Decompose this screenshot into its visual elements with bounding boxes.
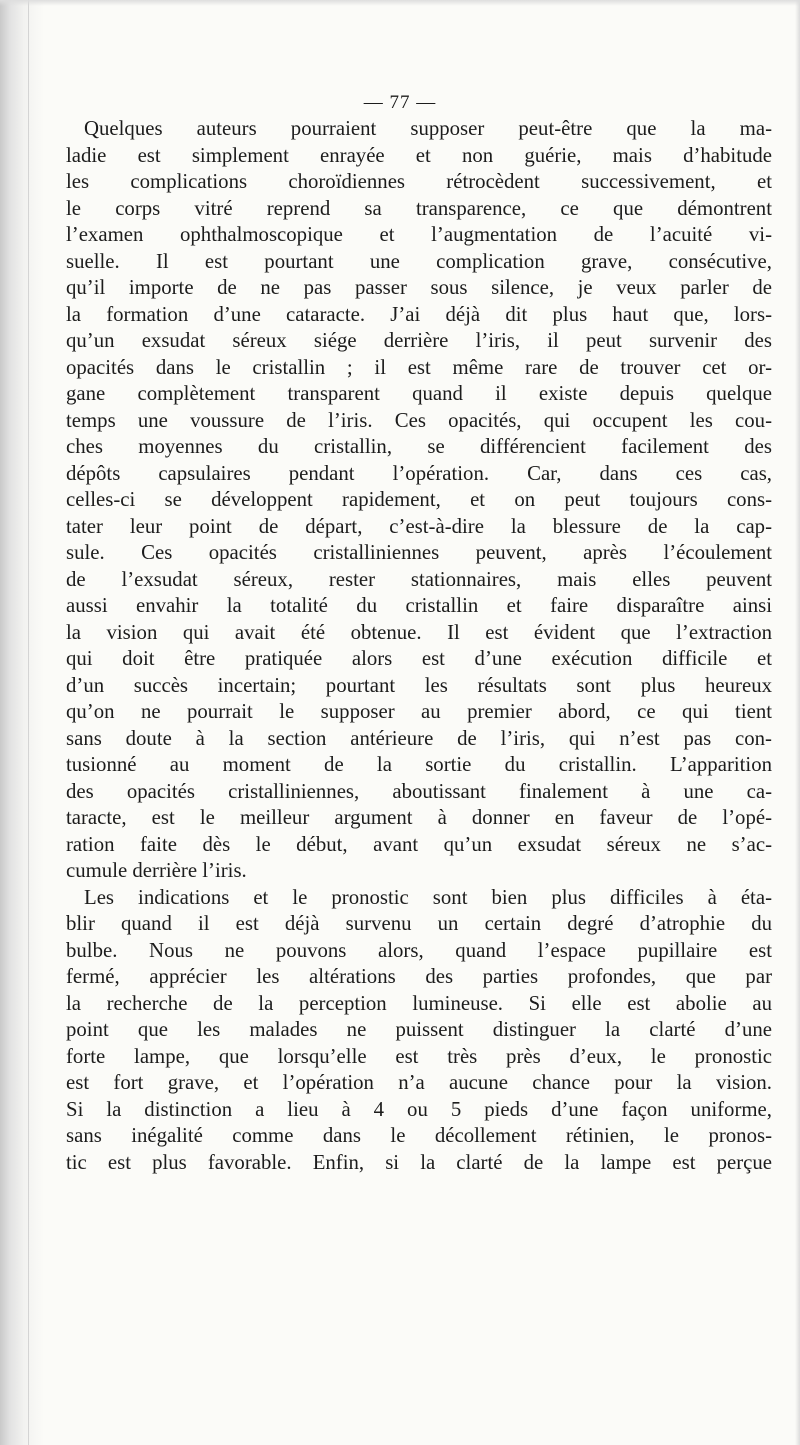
text-line: Si la distinction a lieu à 4 ou 5 pieds d’une façon uniforme, <box>66 1097 772 1121</box>
text-line: dépôts capsulaires pendant l’opération. Car, dans ces cas, <box>66 461 772 485</box>
text-line: taracte, est le meilleur argument à donner en faveur de l’opé- <box>66 806 772 829</box>
text-line: temps une voussure de l’iris. Ces opacités, qui occupent les cou- <box>66 408 772 432</box>
text-line: cumule derrière l’iris. <box>66 859 247 882</box>
text-line: des opacités cristalliniennes, aboutissant finalement à une ca- <box>66 779 772 803</box>
text-line: de l’exsudat séreux, rester stationnaires, mais elles peuvent <box>66 567 772 591</box>
text-line: opacités dans le cristallin ; il est même rare de trouver cet or- <box>66 355 772 379</box>
page-number: — 77 — <box>363 92 437 113</box>
text-line: suelle. Il est pourtant une complication grave, consécutive, <box>66 249 772 273</box>
text-line: Les indications et le pronostic sont bien plus difficiles à éta- <box>84 885 772 909</box>
text-line: sule. Ces opacités cristalliniennes peuvent, après l’écoulement <box>66 541 772 564</box>
body-text <box>66 116 772 1176</box>
text-line: la formation d’une cataracte. J’ai déjà dit plus haut que, lors- <box>66 302 772 326</box>
text-line: Quelques auteurs pourraient supposer peut-être que la ma- <box>84 117 772 140</box>
text-line: les complications choroïdiennes rétrocèdent successivement, et <box>66 170 772 193</box>
text-line: celles-ci se développent rapidement, et on peut toujours cons- <box>66 488 772 511</box>
right-edge-shadow <box>795 0 800 1445</box>
text-line: sans doute à la section antérieure de l’iris, qui n’est pas con- <box>66 726 772 750</box>
text-line: qu’il importe de ne pas passer sous silence, je veux parler de <box>66 276 772 299</box>
text-line: est fort grave, et l’opération n’a aucune chance pour la vision. <box>66 1071 772 1094</box>
paragraph-1 <box>66 116 772 885</box>
text-line: la vision qui avait été obtenue. Il est évident que l’extraction <box>66 620 772 644</box>
text-line: point que les malades ne puissent distinguer la clarté d’une <box>66 1018 772 1041</box>
text-line: aussi envahir la totalité du cristallin et faire disparaître ainsi <box>66 594 772 617</box>
text-line: qu’on ne pourrait le supposer au premier abord, ce qui tient <box>66 700 772 723</box>
binding-line <box>28 0 29 1445</box>
text-line: ladie est simplement enrayée et non guérie, mais d’habitude <box>66 143 772 167</box>
text-line: tater leur point de départ, c’est-à-dire la blessure de la cap- <box>66 514 772 538</box>
text-line: la recherche de la perception lumineuse. Si elle est abolie au <box>66 991 772 1015</box>
text-line: d’un succès incertain; pourtant les résultats sont plus heureux <box>66 673 772 697</box>
text-line: qui doit être pratiquée alors est d’une exécution difficile et <box>66 647 772 670</box>
text-line: l’examen ophthalmoscopique et l’augmentation de l’acuité vi- <box>66 223 772 246</box>
text-line: bulbe. Nous ne pouvons alors, quand l’espace pupillaire est <box>66 938 772 962</box>
text-line: gane complètement transparent quand il existe depuis quelque <box>66 382 772 405</box>
text-line: ration faite dès le début, avant qu’un exsudat séreux ne s’ac- <box>66 832 772 856</box>
top-edge-shadow <box>0 0 800 6</box>
text-line: le corps vitré reprend sa transparence, ce que démontrent <box>66 196 772 220</box>
text-line: tusionné au moment de la sortie du cristallin. L’apparition <box>66 753 772 776</box>
binding-shadow <box>0 0 44 1445</box>
text-line: forte lampe, que lorsqu’elle est très près d’eux, le pronostic <box>66 1044 772 1068</box>
paragraph-2 <box>66 885 772 1177</box>
text-line: tic est plus favorable. Enfin, si la clarté de la lampe est perçue <box>66 1150 772 1174</box>
text-line: ches moyennes du cristallin, se différencient facilement des <box>66 435 772 458</box>
text-line: sans inégalité comme dans le décollement rétinien, le pronos- <box>66 1124 772 1147</box>
text-line: qu’un exsudat séreux siége derrière l’iris, il peut survenir des <box>66 329 772 352</box>
text-line: fermé, apprécier les altérations des parties profondes, que par <box>66 965 772 988</box>
text-line: blir quand il est déjà survenu un certain degré d’atrophie du <box>66 912 772 935</box>
